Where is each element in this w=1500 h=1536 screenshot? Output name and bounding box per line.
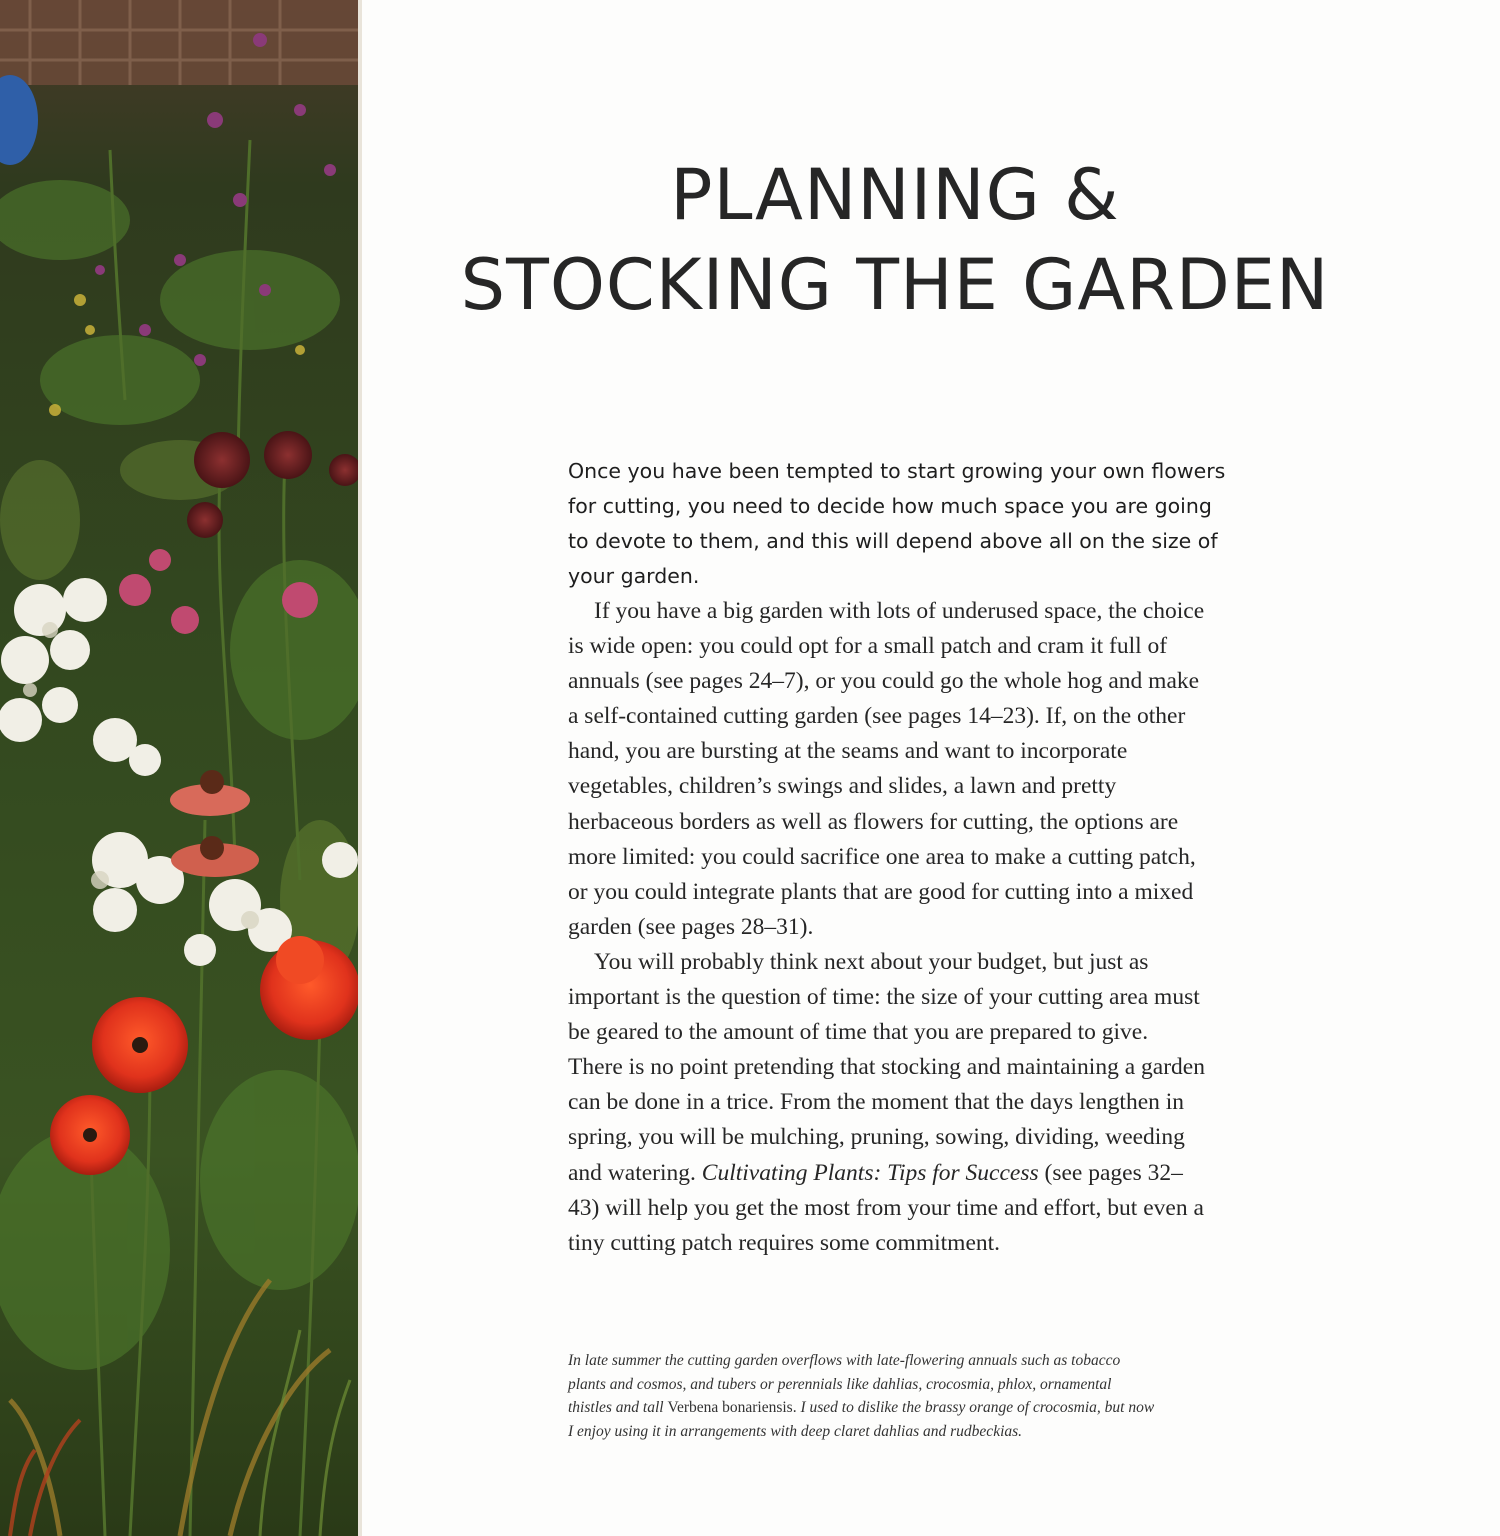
caption-part-2: I used to dislike the brassy orange of crocosmia, but now I enjoy using it in arrangements with deep claret dahlias and rudbeckias.: [568, 1399, 1155, 1440]
body-paragraph-2-start: You will probably think next about your budget, but just as important is the question of time: the size of your cutting area must be geared to the amount of time that you are prepared to give. There is no point pretending that stocking and maintaining a garden can be done in a trice. From the moment that the days lengthen in spring, you will be mulching, pruning, sowing, dividing, weeding and watering.: [568, 948, 1205, 1186]
book-section-title: Cultivating Plants: Tips for Success: [701, 1159, 1039, 1186]
page-title: [380, 150, 1410, 330]
body-paragraph-2: [568, 945, 1208, 1261]
title-line-1: PLANNING &: [670, 154, 1120, 236]
cutting-garden-illustration: [0, 0, 360, 1536]
caption-part-1: In late summer the cutting garden overflows with late-flowering annuals such as tobacco plants and cosmos, and tubers or perennials like dahlias, crocosmia, phlox, ornamental thistles and tall: [568, 1352, 1121, 1417]
photo-caption: [568, 1349, 1158, 1443]
caption-plant-name: Verbena bonariensis.: [667, 1399, 797, 1417]
body-paragraph-1: If you have a big garden with lots of underused space, the choice is wide open: you could opt for a small patch and cram it full of annuals (see pages 24–7), or you could go the whole hog and make a self-contained cutting garden (see pages 14–23). If, on the other hand, you are bursting at the seams and want to incorporate vegetables, children’s swings and slides, a lawn and pretty herbaceous borders as well as flowers for cutting, the options are more limited: you could sacrifice one area to make a cutting patch, or you could integrate plants that are good for cutting into a mixed garden (see pages 28–31).: [568, 598, 1205, 940]
lead-paragraph: Once you have been tempted to start growing your own flowers for cutting, you need to decide how much space you are going to devote to them, and this will depend above all on the size of your garden.: [568, 459, 1226, 588]
title-line-2: STOCKING THE GARDEN: [460, 244, 1330, 326]
body-paragraph-2-end: (see pages 32–43) will help you get the most from your time and effort, but even a tiny cutting patch requires some commitment.: [568, 1159, 1204, 1256]
garden-photo: [0, 0, 360, 1536]
body-text: [568, 594, 1208, 1261]
